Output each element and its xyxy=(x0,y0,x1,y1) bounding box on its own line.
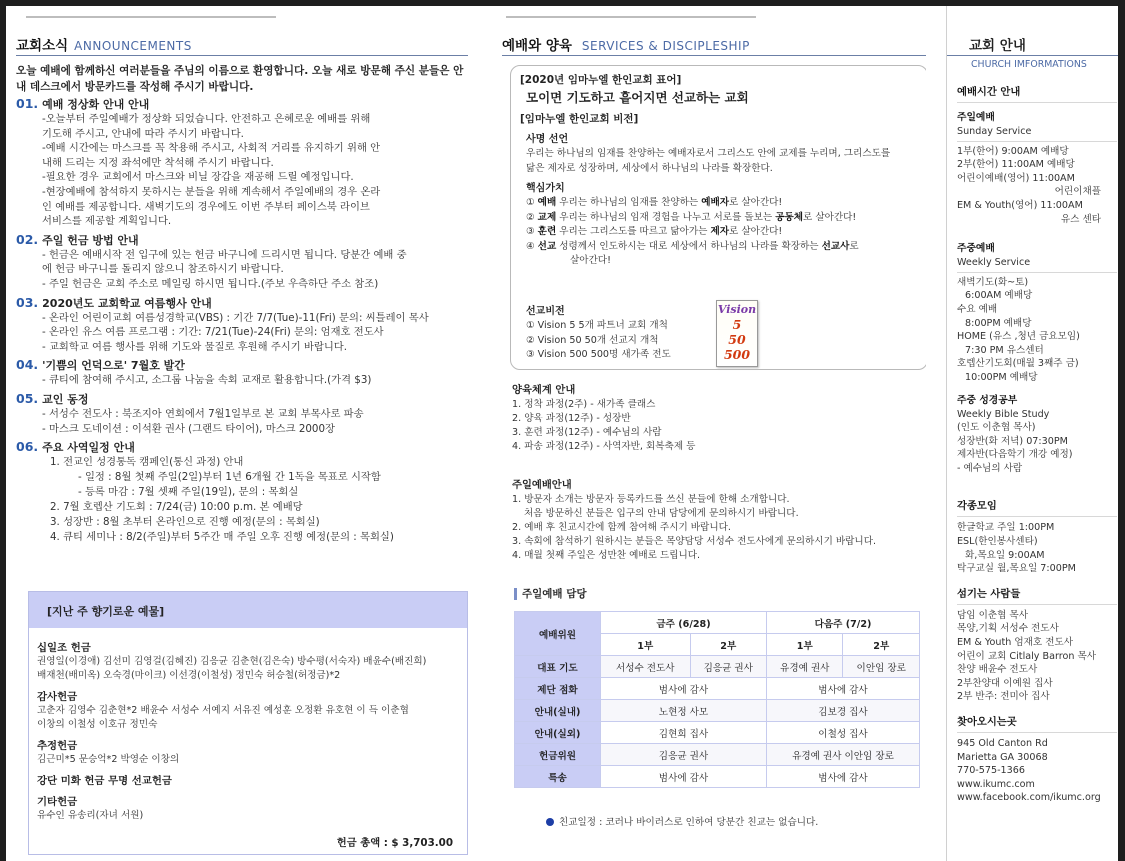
duty-service-header: 2부 xyxy=(843,634,920,656)
motto-label: [2020년 임마누엘 한인교회 표어] xyxy=(520,74,682,86)
duty-cell: 김응균 권사 xyxy=(601,744,767,766)
address-line: 945 Old Canton Rd xyxy=(957,738,1048,749)
mission-vision-item xyxy=(526,334,671,349)
mission-vision-number: ② xyxy=(526,334,538,346)
core-value-end: 로 살아간다! xyxy=(729,226,783,237)
mission-vision-number: ① xyxy=(526,320,538,331)
vision-logo-word: Vision xyxy=(717,303,757,316)
address-line[interactable]: www.facebook.com/ikumc.org xyxy=(957,792,1101,804)
bible-list xyxy=(957,421,1117,475)
announcement-number: 06. xyxy=(16,439,39,455)
announcement-item xyxy=(16,232,468,292)
staff-item: 목양,기획 서성수 전도사 xyxy=(957,623,1059,635)
announcement-number: 02. xyxy=(16,231,39,247)
staff-title: 섬기는 사람들 xyxy=(957,587,1117,605)
schedule-section xyxy=(957,85,1117,805)
duty-role: 특송 xyxy=(515,766,601,788)
sunday-list xyxy=(957,145,1117,186)
mission-vision-item xyxy=(526,348,671,363)
address-title: 찾아오시는곳 xyxy=(957,715,1117,733)
core-value-number: ① xyxy=(526,197,535,208)
announcement-number: 04. xyxy=(16,357,39,373)
duty-table xyxy=(514,611,920,788)
offering-total: 헌금 총액 : $ 3,703.00 xyxy=(336,837,453,849)
sunday-service-item: 1부(한어) 9:00AM 예배당 xyxy=(957,145,1069,157)
bible-study-item: (인도 이춘협 목사) xyxy=(957,422,1036,434)
core-value-emphasis: 선교사 xyxy=(821,240,850,252)
info-subtitle xyxy=(957,59,1117,70)
info-column xyxy=(946,6,1118,861)
duty-role: 헌금위원 xyxy=(515,744,601,766)
bullet-dot-icon xyxy=(546,818,554,826)
duty-role: 안내(실내) xyxy=(515,700,601,722)
core-value-emphasis: 공동체 xyxy=(775,211,804,223)
announcement-line: - 헌금은 예배시작 전 입구에 있는 헌금 바구니에 드리시면 됩니다. 당분간 예배 중 xyxy=(42,248,407,261)
announcement-heading xyxy=(16,295,468,311)
offering-names: 배재천(배미옥) 오숙경(마이크) 이선경(이철성) 정민숙 허승철(허정금)*2 xyxy=(37,670,341,681)
duty-cell: 서성수 전도사 xyxy=(601,656,691,678)
mission-vision-desc: 500명 새가족 전도 xyxy=(590,349,671,360)
announcement-item xyxy=(16,439,468,545)
mission-vision-name: Vision 5 xyxy=(537,320,576,331)
mission-vision-desc: 5개 파트너 교회 개척 xyxy=(578,320,668,331)
offering-names: 고춘자 김영수 김춘현*2 배윤수 서성수 서예지 서유진 예성훈 오정환 유호현 이 득 이춘협 xyxy=(37,705,409,716)
bible-study-item: - 예수님의 사람 xyxy=(957,462,1023,474)
address-line[interactable]: www.ikumc.com xyxy=(957,778,1035,790)
weekly-service-item: 수요 예배 xyxy=(957,303,998,315)
announcement-line: -필요한 경우 교회에서 마스크와 비닐 장갑을 재공해 드릴 예정입니다. xyxy=(42,171,354,184)
announcement-list xyxy=(16,96,468,548)
schedule-title: 예배시간 안내 xyxy=(957,85,1117,103)
announcement-item xyxy=(16,391,468,436)
training-title: 양육체계 안내 xyxy=(512,384,576,396)
worship-guide-item: 4. 매월 첫째 주일은 성만찬 예배로 드립니다. xyxy=(512,550,701,561)
core-value-text: 우리는 하나님의 임재 경험을 나누고 서로를 돌보는 xyxy=(556,211,776,223)
announcements-title-ko: 교회소식 xyxy=(16,38,69,54)
offering-title: [지난 주 향기로운 예물] xyxy=(29,592,467,628)
vision-logo-number: 50 xyxy=(728,332,746,347)
offering-names: 김근미*5 문승억*2 박영순 이창의 xyxy=(37,754,180,765)
announcement-item xyxy=(16,357,468,388)
core-value-key: 훈련 xyxy=(537,226,557,237)
announcement-heading xyxy=(16,96,468,112)
mission-title: 사명 선언 xyxy=(526,134,569,145)
bible-study-item: 제자반(다음학기 개강 예정) xyxy=(957,449,1073,461)
duty-role: 제단 점화 xyxy=(515,678,601,700)
weekly-list xyxy=(957,276,1117,385)
core-value xyxy=(526,211,918,226)
duty-cell: 범사에 감사 xyxy=(767,766,920,788)
group-item: 화,목요일 9:00AM xyxy=(965,549,1045,561)
announcement-line: - 온라인 유스 여름 프로그램 : 기간: 7/21(Tue)-24(Fri) 문의: 엄재호 전도사 xyxy=(42,326,384,339)
announcement-line: - 교회학교 여름 행사를 위해 기도와 물질로 후원해 주시기 바랍니다. xyxy=(42,340,348,353)
offering-names: 권영일(이경애) 김선미 김영걸(김혜진) 김응균 김춘현(김은숙) 방수평(서숙자) 배윤수(배진희) xyxy=(37,656,427,667)
address-line: 770-575-1366 xyxy=(957,765,1025,777)
sunday-title: 주일예배 xyxy=(957,112,995,123)
announcement-number: 03. xyxy=(16,294,39,310)
vision-label: [임마누엘 한인교회 비전] xyxy=(520,113,639,125)
duty-title: 주일예배 담당 xyxy=(514,588,587,600)
staff-item: 어린이 교회 Citlaly Barron 목사 xyxy=(957,650,1097,662)
duty-row xyxy=(515,656,920,678)
sunday-service-item: 2부(한어) 11:00AM 예배당 xyxy=(957,159,1075,171)
staff-item: 담임 이춘협 목사 xyxy=(957,609,1028,621)
core-value-key: 선교 xyxy=(537,240,557,252)
groups-title: 각종모임 xyxy=(957,499,1117,517)
vision-box xyxy=(510,65,926,370)
mission-vision-number: ③ xyxy=(526,349,538,360)
fellowship-note xyxy=(546,814,818,828)
weekly-service-item: 6:00AM 예배당 xyxy=(965,290,1033,302)
announcement-line: 기도해 주시고, 안내에 따라 주시기 바랍니다. xyxy=(42,127,244,140)
bible-en: Weekly Bible Study xyxy=(957,408,1050,420)
fellowship-note-text: 친교일정 : 코러나 바이러스로 인하여 당분간 친교는 없습니다. xyxy=(559,817,819,828)
duty-cell: 김응균 권사 xyxy=(690,656,766,678)
mission-vision-list xyxy=(526,299,671,363)
duty-cell: 이안임 장로 xyxy=(843,656,920,678)
core-value xyxy=(526,196,918,211)
duty-cell: 유경예 권사 이안임 장로 xyxy=(767,744,920,766)
core-value-end: 로 살아간다! xyxy=(803,211,857,223)
weekly-title: 주중예배 xyxy=(957,243,995,255)
announcement-line: 에 헌금 바구니를 돌리지 않으니 참조하시기 바랍니다. xyxy=(42,263,284,276)
address-line: Marietta GA 30068 xyxy=(957,751,1048,763)
offering-category: 강단 미화 헌금 무명 선교헌금 xyxy=(37,775,172,787)
announcement-heading xyxy=(16,391,468,407)
duty-service-header: 1부 xyxy=(601,634,691,656)
services-title-ko: 예배와 양육 xyxy=(502,38,572,54)
address-list xyxy=(957,737,1117,805)
core-value-number: ③ xyxy=(526,226,535,237)
core-value xyxy=(526,240,918,255)
duty-corner: 예배위원 xyxy=(515,612,601,656)
duty-cell: 범사에 감사 xyxy=(601,766,767,788)
mission-vision-item xyxy=(526,319,671,334)
announcement-line: 1. 전교인 성경통독 캠페인(통신 과정) 안내 xyxy=(50,456,244,469)
bible-study-item: 성장반(화 저녁) 07:30PM xyxy=(957,435,1068,447)
announcement-line: 인 예배를 제공합니다. 새벽기도의 경우에도 이번 주부터 페이스북 라이브 xyxy=(42,200,370,213)
duty-cell: 범사에 감사 xyxy=(601,678,767,700)
announcement-title: 2020년도 교회학교 여름행사 안내 xyxy=(42,296,212,310)
core-value-end: 로 살아간다! xyxy=(729,197,783,208)
announcement-number: 01. xyxy=(16,96,39,111)
services-header xyxy=(502,34,926,56)
staff-item: EM & Youth 엄재호 전도사 xyxy=(957,637,1074,649)
core-value-key: 교제 xyxy=(537,211,557,223)
announcement-line: -예배 시간에는 마스크를 꼭 착용해 주시고, 사회적 거리를 유지하기 위해 안 xyxy=(42,142,381,155)
core-value-emphasis: 예배자 xyxy=(701,197,730,208)
core-values-title: 핵심가치 xyxy=(526,183,565,194)
announcement-item xyxy=(16,96,468,229)
duty-cell: 김보경 집사 xyxy=(767,700,920,722)
weekly-service-item: HOME (유스 ,청년 금요모임) xyxy=(957,331,1080,343)
duty-role: 대표 기도 xyxy=(515,656,601,678)
announcement-title: 예배 정상화 안내 안내 xyxy=(42,98,150,111)
staff-list xyxy=(957,609,1117,704)
mission-line: 닮은 제자로 성장하며, 세상에서 하나님의 나라를 확장한다. xyxy=(526,162,773,174)
duty-row xyxy=(515,700,920,722)
duty-row xyxy=(515,766,920,788)
church-motto: 모이면 기도하고 흩어지면 선교하는 교회 xyxy=(526,90,749,105)
announcements-title-en: ANNOUNCEMENTS xyxy=(74,39,192,53)
offering-names: 유수인 유송리(자녀 서원) xyxy=(37,810,144,821)
announcement-line: - 큐티에 참여해 주시고, 소그룹 나눔을 속회 교재로 활용합니다.(가격 $3) xyxy=(42,374,372,387)
staff-item: 2부 반주: 전미아 집사 xyxy=(957,691,1050,703)
duty-row xyxy=(515,744,920,766)
duty-cell: 노현정 사모 xyxy=(601,700,767,722)
offering-category: 기타헌금 xyxy=(37,796,78,808)
worship-guide-list xyxy=(512,493,926,563)
announcement-line: - 서성수 전도사 : 북조지아 연회에서 7월1일부로 본 교회 부목사로 파송 xyxy=(42,407,364,420)
em-youth-service: EM & Youth(영어) 11:00AM xyxy=(957,199,1083,211)
announcement-heading xyxy=(16,357,468,373)
announcement-line: 내해 드리는 지정 좌석에만 착석해 주시기 바랍니다. xyxy=(42,156,274,169)
vision-logo-number: 500 xyxy=(723,347,751,362)
announcement-line: 2. 7월 호렙산 기도회 : 7/24(금) 10:00 p.m. 본 예배당 xyxy=(50,501,303,514)
core-value-text: 성령께서 인도하시는 대로 세상에서 하나님의 나라를 확장하는 xyxy=(556,240,822,252)
services-column xyxy=(502,6,926,861)
announcement-line: 서비스를 제공할 계획입니다. xyxy=(42,215,172,228)
services-title-en: SERVICES & DISCIPLESHIP xyxy=(581,39,750,53)
offering-body xyxy=(29,628,467,823)
staff-item: 2부찬양대 이예원 집사 xyxy=(957,677,1053,689)
worship-guide-item: 1. 방문자 소개는 방문자 등록카드를 쓰신 분들에 한해 소개합니다. xyxy=(512,494,790,505)
duty-row xyxy=(515,678,920,700)
core-value-emphasis: 제자 xyxy=(710,226,730,237)
duty-cell: 유경예 권사 xyxy=(767,656,843,678)
duty-cell: 김현희 집사 xyxy=(601,722,767,744)
group-item: ESL(한인봉사센타) xyxy=(957,536,1038,548)
offering-box xyxy=(28,591,468,855)
announcements-header xyxy=(16,34,468,56)
info-title: 교회 안내 xyxy=(947,34,1118,56)
training-item: 3. 훈련 과정(12주) - 예수님의 사람 xyxy=(512,427,662,438)
mission-vision-title: 선교비전 xyxy=(526,306,565,317)
mission-vision-name: Vision 500 xyxy=(537,349,588,360)
duty-role: 안내(실외) xyxy=(515,722,601,744)
duty-cell: 이철성 집사 xyxy=(767,722,920,744)
offering-category: 십일조 헌금 xyxy=(37,642,91,654)
duty-week-next: 다음주 (7/2) xyxy=(767,612,920,634)
offering-category: 감사헌금 xyxy=(37,691,78,703)
divider xyxy=(957,272,1117,273)
training-item: 1. 정착 과정(2주) - 새가족 클래스 xyxy=(512,399,656,410)
group-item: 한글학교 주일 1:00PM xyxy=(957,522,1055,534)
announcement-number: 05. xyxy=(16,390,39,406)
core-value-number: ④ xyxy=(526,240,535,252)
welcome-intro: 오늘 예배에 함께하신 여러분들을 주님의 이름으로 환영합니다. 오늘 새로 방문해 주신 분들은 안내 데스크에서 방문카드를 작성해 주시기 바랍니다. xyxy=(16,65,464,93)
announcement-line: 4. 큐티 세미나 : 8/2(주일)부터 5주간 매 주일 오후 진행 예정(문의 : 목회실) xyxy=(50,531,394,544)
mission-vision-name: Vision 50 xyxy=(537,334,582,346)
weekly-service-item: 8:00PM 예배당 xyxy=(965,317,1032,329)
groups-list xyxy=(957,521,1117,575)
announcement-line: -오늘부터 주일예배가 정상화 되었습니다. 안전하고 은혜로운 예배를 위해 xyxy=(42,113,371,125)
training-item: 2. 양육 과정(12주) - 성장반 xyxy=(512,413,631,424)
mission-vision-items xyxy=(526,319,671,363)
group-item: 탁구교실 월,목요일 7:00PM xyxy=(957,563,1076,575)
core-value-text: 우리는 그리스도를 따르고 닮아가는 xyxy=(556,226,711,237)
vision-logo-image xyxy=(716,300,758,367)
children-chapel: 어린이채플 xyxy=(1054,186,1101,198)
duty-service-header: 2부 xyxy=(690,634,766,656)
announcement-item xyxy=(16,295,468,355)
weekly-service-item: 새벽기도(화~토) xyxy=(957,276,1029,288)
announcement-title: 교인 동정 xyxy=(42,392,89,406)
duty-week-this: 금주 (6/28) xyxy=(601,612,767,634)
core-value-text: 우리는 하나님의 임재를 찬양하는 xyxy=(556,197,702,208)
offering-names: 이창의 이철성 이호규 정민숙 xyxy=(37,719,158,730)
bible-title: 주중 성경공부 xyxy=(957,394,1018,406)
core-values-list xyxy=(520,196,918,254)
announcement-line: -현장예배에 참석하지 못하시는 분들을 위해 계속해서 주일예배의 경우 온라 xyxy=(42,185,381,198)
staff-item: 찬양 배윤수 전도사 xyxy=(957,664,1038,676)
weekly-service-item: 호렙산기도회(매월 3째주 금) xyxy=(957,358,1079,370)
offering-category: 추정헌금 xyxy=(37,740,78,752)
announcement-title: 주일 헌금 방법 안내 xyxy=(42,233,139,247)
worship-guide-item: 2. 예배 후 친교시간에 함께 참여해 주시기 바랍니다. xyxy=(512,522,731,533)
divider xyxy=(957,141,1117,142)
core-value-tail: 살아간다! xyxy=(570,255,611,266)
sunday-en: Sunday Service xyxy=(957,126,1032,137)
announcement-heading xyxy=(16,232,468,248)
weekly-en: Weekly Service xyxy=(957,257,1031,269)
duty-service-header: 1부 xyxy=(767,634,843,656)
sunday-service-item: 어린이예배(영어) 11:00AM xyxy=(957,172,1075,184)
announcement-heading xyxy=(16,439,468,455)
core-value-end: 로 xyxy=(849,240,859,252)
worship-guide-item: 3. 속회에 참석하기 원하시는 분들은 목양담당 서성수 전도사에게 문의하시기 바랍니다. xyxy=(512,536,877,547)
announcement-line: - 일정 : 8월 첫째 주일(2일)부터 1년 6개월 간 1독을 목표로 시작함 xyxy=(78,471,381,484)
mission-vision-desc: 50개 선교지 개척 xyxy=(584,334,659,346)
bulletin-page xyxy=(6,6,1118,861)
weekly-service-item: 7:30 PM 유스센터 xyxy=(965,344,1044,356)
duty-row xyxy=(515,722,920,744)
youth-center: 유스 센타 xyxy=(1060,213,1101,225)
vision-logo-number: 5 xyxy=(732,317,742,332)
announcement-line: - 주일 헌금은 교회 주소로 메일링 하시면 됩니다.(주보 우측하단 주소 참조) xyxy=(42,277,379,290)
core-value xyxy=(526,225,918,240)
duty-cell: 범사에 감사 xyxy=(767,678,920,700)
announcement-title: 주요 사역일정 안내 xyxy=(42,441,135,455)
worship-guide-title: 주일예배안내 xyxy=(512,479,572,491)
weekly-service-item: 10:00PM 예배당 xyxy=(965,371,1038,383)
mission-line: 우리는 하나님의 임재를 찬양하는 예배자로서 그리스도 안에 교제를 누리며, 그리스도를 xyxy=(526,148,891,159)
worship-guide-item: 처음 방문하신 분들은 입구의 안내 담당에게 문의하시기 바랍니다. xyxy=(524,508,799,519)
announcement-line: - 마스크 도네이션 : 이석환 권사 (그랜드 타이어), 마스크 2000장 xyxy=(42,422,335,435)
worship-guide-section xyxy=(512,478,926,563)
training-list xyxy=(512,398,926,454)
announcement-line: 3. 성장반 : 8월 초부터 온라인으로 진행 예정(문의 : 목회실) xyxy=(50,516,320,529)
announcement-line: - 등록 마감 : 7월 셋째 주일(19일), 문의 : 목회실 xyxy=(78,486,299,499)
announcement-title: '기쁨의 언덕으로' 7월호 발간 xyxy=(42,359,185,373)
announcements-column xyxy=(16,6,468,861)
info-subtitle-text: CHURCH IMFORMATIONS xyxy=(971,59,1087,70)
core-value-number: ② xyxy=(526,211,535,223)
core-value-key: 예배 xyxy=(537,197,557,208)
training-item: 4. 파송 과정(12주) - 사역자반, 회복축제 등 xyxy=(512,441,696,452)
training-section xyxy=(512,383,926,454)
announcement-line: - 온라인 어린이교회 여름성경학교(VBS) : 기간 7/7(Tue)-11(Fri) 문의: 씨틀레이 목사 xyxy=(42,311,429,324)
